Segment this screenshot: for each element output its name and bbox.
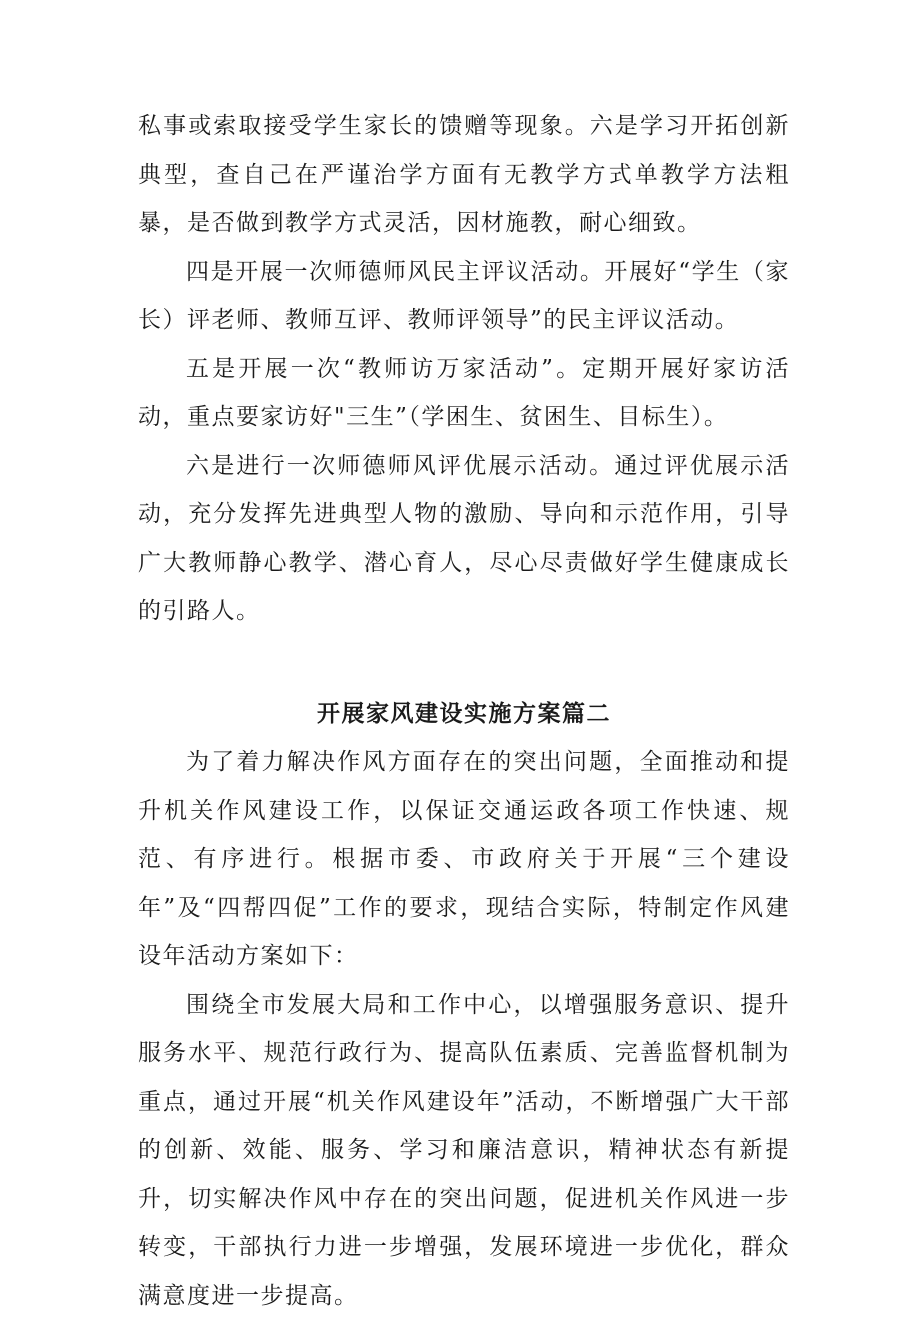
paragraph-6: 围绕全市发展大局和工作中心，以增强服务意识、提升服务水平、规范行政行为、提高队伍素质、完善监督机制为重点，通过开展“机关作风建设年”活动，不断增强广大干部的创新、效能、服务、学习和廉洁意识，精神状态有新提升，切实解决作风中存在的突出问题，促进机关作风进一步转变，干部执行力进一步增强，发展环境进一步优化，群众满意度进一步提高。 — [138, 981, 790, 1320]
paragraph-4: 六是进行一次师德师风评优展示活动。通过评优展示活动，充分发挥先进典型人物的激励、导向和示范作用，引导广大教师静心教学、潜心育人，尽心尽责做好学生健康成长的引路人。 — [138, 442, 790, 636]
section-title: 开展家风建设实施方案篇二 — [138, 690, 790, 739]
paragraph-5: 为了着力解决作风方面存在的突出问题，全面推动和提升机关作风建设工作，以保证交通运政各项工作快速、规范、有序进行。根据市委、市政府关于开展“三个建设年”及“四帮四促”工作的要求，现结合实际，特制定作风建设年活动方案如下： — [138, 738, 790, 981]
paragraph-3: 五是开展一次“教师访万家活动”。定期开展好家访活动，重点要家访好"三生”（学困生、贫困生、目标生）。 — [138, 345, 790, 442]
paragraph-1: 私事或索取接受学生家长的馈赠等现象。六是学习开拓创新典型，查自己在严谨治学方面有无教学方式单教学方法粗暴，是否做到教学方式灵活，因材施教，耐心细致。 — [138, 102, 790, 248]
paragraph-2: 四是开展一次师德师风民主评议活动。开展好“学生（家长）评老师、教师互评、教师评领导”的民主评议活动。 — [138, 248, 790, 345]
